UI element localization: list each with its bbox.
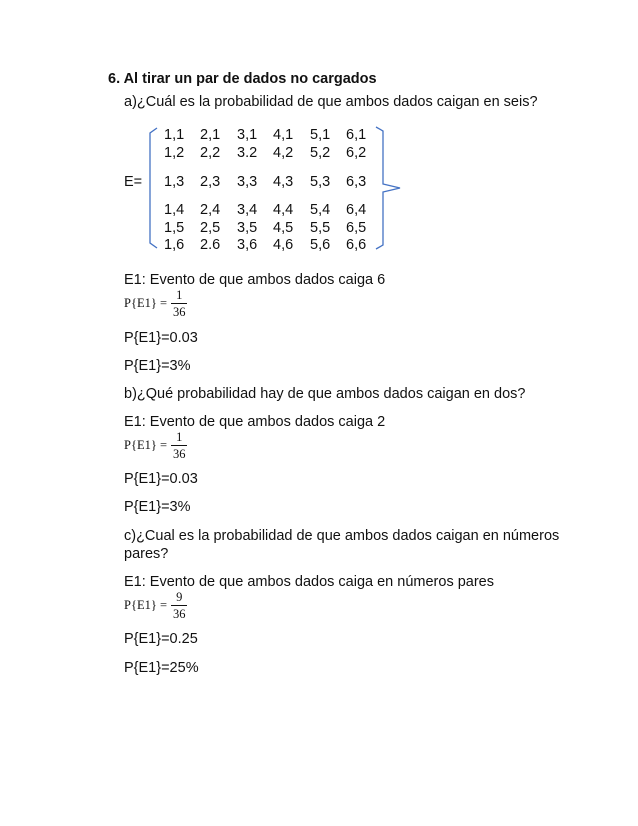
formula-lhs: P{E1} = <box>124 296 168 310</box>
matrix-cell: 5,2 <box>310 145 331 161</box>
matrix-cell: 6,5 <box>346 220 367 236</box>
event-c: E1: Evento de que ambos dados caiga en números pares <box>124 574 494 590</box>
formula-c <box>124 590 188 621</box>
question-b: b)¿Qué probabilidad hay de que ambos dados caigan en dos? <box>124 386 526 402</box>
matrix-cell: 3,1 <box>237 127 258 143</box>
result-a-decimal: P{E1}=0.03 <box>124 330 198 346</box>
numerator: 9 <box>176 590 183 604</box>
matrix-cell: 6,2 <box>346 145 367 161</box>
denominator: 36 <box>173 447 186 461</box>
matrix-cell: 4,1 <box>273 127 294 143</box>
fraction-bar <box>171 605 187 606</box>
result-b-decimal: P{E1}=0.03 <box>124 471 198 487</box>
matrix-cell: 3.2 <box>237 145 258 161</box>
matrix-cell: 6,6 <box>346 237 367 253</box>
matrix-cell: 6,4 <box>346 202 367 218</box>
matrix-cell: 3,3 <box>237 174 258 190</box>
event-b: E1: Evento de que ambos dados caiga 2 <box>124 414 386 430</box>
left-bracket <box>148 127 158 249</box>
matrix-cell: 2,1 <box>200 127 221 143</box>
matrix-cell: 2.6 <box>200 237 221 253</box>
question-c-line1: c)¿Cual es la probabilidad de que ambos dados caigan en números <box>124 528 560 544</box>
right-brace <box>374 126 404 250</box>
matrix-cell: 5,5 <box>310 220 331 236</box>
matrix-cell: 5,6 <box>310 237 331 253</box>
matrix-cell: 4,3 <box>273 174 294 190</box>
matrix-cell: 1,6 <box>164 237 185 253</box>
denominator: 36 <box>173 305 186 319</box>
fraction-bar <box>171 445 187 446</box>
matrix-cell: 5,1 <box>310 127 331 143</box>
exercise-heading: 6. Al tirar un par de dados no cargados <box>108 71 377 87</box>
matrix-cell: 2,4 <box>200 202 221 218</box>
question-a: a)¿Cuál es la probabilidad de que ambos dados caigan en seis? <box>124 94 538 110</box>
matrix-cell: 4,4 <box>273 202 294 218</box>
formula-b <box>124 430 188 461</box>
matrix-cell: 4,5 <box>273 220 294 236</box>
matrix-cell: 2,5 <box>200 220 221 236</box>
formula-lhs: P{E1} = <box>124 598 168 612</box>
matrix-cell: 1,4 <box>164 202 185 218</box>
question-c-line2: pares? <box>124 546 169 562</box>
matrix-cell: 1,5 <box>164 220 185 236</box>
matrix-cell: 6,3 <box>346 174 367 190</box>
numerator: 1 <box>176 288 183 302</box>
event-a: E1: Evento de que ambos dados caiga 6 <box>124 272 386 288</box>
matrix-cell: 3,5 <box>237 220 258 236</box>
denominator: 36 <box>173 607 186 621</box>
result-c-percent: P{E1}=25% <box>124 660 199 676</box>
matrix-cell: 4,6 <box>273 237 294 253</box>
numerator: 1 <box>176 430 183 444</box>
matrix-cell: 5,3 <box>310 174 331 190</box>
formula-lhs: P{E1} = <box>124 438 168 452</box>
result-c-decimal: P{E1}=0.25 <box>124 631 198 647</box>
matrix-cell: 5,4 <box>310 202 331 218</box>
set-label: E= <box>124 174 143 190</box>
matrix-cell: 3,4 <box>237 202 258 218</box>
fraction-bar <box>171 303 187 304</box>
matrix-cell: 1,2 <box>164 145 185 161</box>
matrix-cell: 6,1 <box>346 127 367 143</box>
matrix-cell: 2,3 <box>200 174 221 190</box>
matrix-cell: 3,6 <box>237 237 258 253</box>
result-a-percent: P{E1}=3% <box>124 358 191 374</box>
formula-a <box>124 288 188 319</box>
matrix-cell: 2,2 <box>200 145 221 161</box>
matrix-cell: 1,1 <box>164 127 185 143</box>
result-b-percent: P{E1}=3% <box>124 499 191 515</box>
matrix-cell: 1,3 <box>164 174 185 190</box>
matrix-cell: 4,2 <box>273 145 294 161</box>
